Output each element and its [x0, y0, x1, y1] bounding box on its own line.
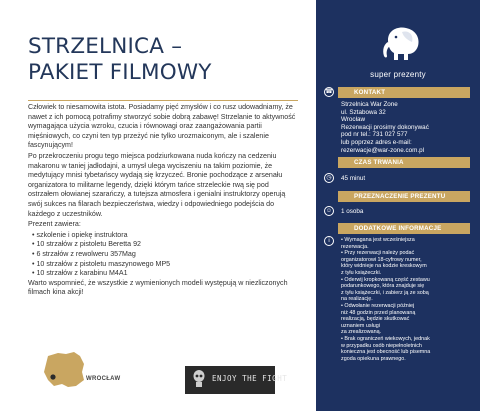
info-line: organizatorowi 18-cyfrowy numer,: [341, 256, 422, 263]
location-pin-icon: [50, 374, 55, 379]
skull-logo-icon: [192, 369, 206, 391]
package-list: [28, 231, 298, 279]
contact-line: pod nr tel.: 731 027 577: [341, 131, 408, 139]
info-line: konieczna jest obecność lub pisemna: [341, 349, 431, 356]
title-line-1: STRZELNICA –: [28, 34, 183, 59]
info-line: uznaniem usługi: [341, 322, 380, 329]
section-purpose-header: PRZEZNACZENIE PREZENTU: [338, 191, 470, 202]
list-item: • szkolenie i opiekę instruktora: [32, 231, 298, 241]
section-duration-header: CZAS TRWANIA: [338, 157, 470, 168]
contact-line: Wrocław: [341, 116, 366, 124]
contact-line: Strzelnica War Zone: [341, 101, 398, 108]
city-label: WROCŁAW: [86, 376, 121, 382]
venue-image-caption: ENJOY THE FIGHT: [212, 374, 288, 383]
info-line: • Odwołanie rezerwacji później: [341, 302, 415, 309]
duration-value: 45 minut: [341, 175, 366, 182]
purpose-value: 1 osoba: [341, 208, 364, 215]
person-icon: ☺: [325, 208, 333, 214]
list-item: • 10 strzałów z karabinu M4A1: [32, 269, 298, 279]
brand-name: super prezenty: [370, 70, 426, 79]
contact-email[interactable]: rezerwacje@war-zone.com.pl: [341, 146, 425, 154]
contact-details: [341, 101, 471, 154]
info-icon: i: [324, 236, 334, 246]
list-item: • 10 strzałów z pistoletu maszynowego MP5: [32, 260, 298, 270]
contact-line: ul. Sztabowa 32: [341, 108, 386, 116]
info-line: zgoda opiekuna prawnego.: [341, 355, 406, 362]
info-line: który widnieje na kodzie kreskowym: [341, 263, 427, 270]
elephant-logo-icon: [378, 22, 426, 66]
extra-info-list: [341, 237, 445, 362]
info-line: z tyłu książeczki, i zabierz ją ze sobą: [341, 289, 429, 296]
paragraph-intro: Człowiek to niesamowita istota. Posiadamy pięć zmysłów i co rusz udowadniamy, że nawet z ich pomocą potrafimy stworzyć sobie dobrą zabawę! Strzelanie to aktywność wymagająca użycia wzroku, czucia i równowagi oraz zaangażowania partii mięśniowych, co czyni ten typ przeżyć nie tylko urozmaiconym, ale i szalenie fascynującym!: [28, 103, 296, 150]
info-line: • Brak ograniczeń wiekowych, jednak: [341, 335, 430, 342]
info-line: • Wymagana jest wcześniejsza: [341, 237, 415, 243]
section-contact-header: KONTAKT: [338, 87, 470, 98]
section-extra-info-header: DODATKOWE INFORMACJE: [338, 223, 470, 234]
contact-icon: ☎: [325, 89, 333, 95]
info-line: na realizację.: [341, 296, 373, 303]
info-line: w przypadku osób niepełnoletnich: [341, 342, 422, 349]
info-line: za zrealizowaną.: [341, 329, 382, 336]
contact-line: lub poprzez adres e-mail:: [341, 138, 412, 146]
info-line: rezerwacja.: [341, 243, 369, 250]
clock-icon: ◷: [324, 173, 334, 183]
paragraph-closing: Warto wspomnieć, że wszystkie z wymienionych modeli występują w niezliczonych filmach kina akcji!: [28, 278, 288, 297]
list-item: • 6 strzałów z rewolweru 357Mag: [32, 250, 298, 260]
list-header: Prezent zawiera:: [28, 220, 81, 229]
list-item: • 10 strzałów z pistoletu Beretta 92: [32, 240, 298, 250]
info-line: • Oderwij kropkowaną część zestawu: [341, 276, 430, 283]
info-line: • Przy rezerwacji należy podać: [341, 250, 415, 257]
info-line: niż 48 godzin przed planowaną: [341, 309, 416, 316]
contact-line: Rezerwacji prosimy dokonywać: [341, 123, 429, 131]
page-title: [28, 34, 212, 86]
poland-map-icon: [40, 350, 86, 390]
title-line-2: PAKIET FILMOWY: [28, 60, 212, 85]
info-line: z tyłu książeczki.: [341, 269, 382, 276]
paragraph-details: Po przekroczeniu progu tego miejsca podziurkowana nuda kończy na cedzeniu makaronu w taniej jadłodajni, a umysł ulega wyciszeniu na takim poziomie, że medytujący mnisi tybetańscy wydają się krzyczeć. Bronie pochodzące z arsenału organizatora to militarne legendy, dzięki którym tańce strzeleckie rwą się pod ostrzałem ołowianej szarańczy, a tutejsza atmosfera i genialni instruktorzy operują swój sukces na filarach bezpieczeństwa, wiedzy i odpowiedniego podejścia do każdego z uczestników.: [28, 151, 286, 218]
description: [28, 100, 298, 299]
info-line: realizacją, będzie skutkować: [341, 316, 410, 323]
info-line: podarunkowego, która znajduje się: [341, 283, 425, 290]
